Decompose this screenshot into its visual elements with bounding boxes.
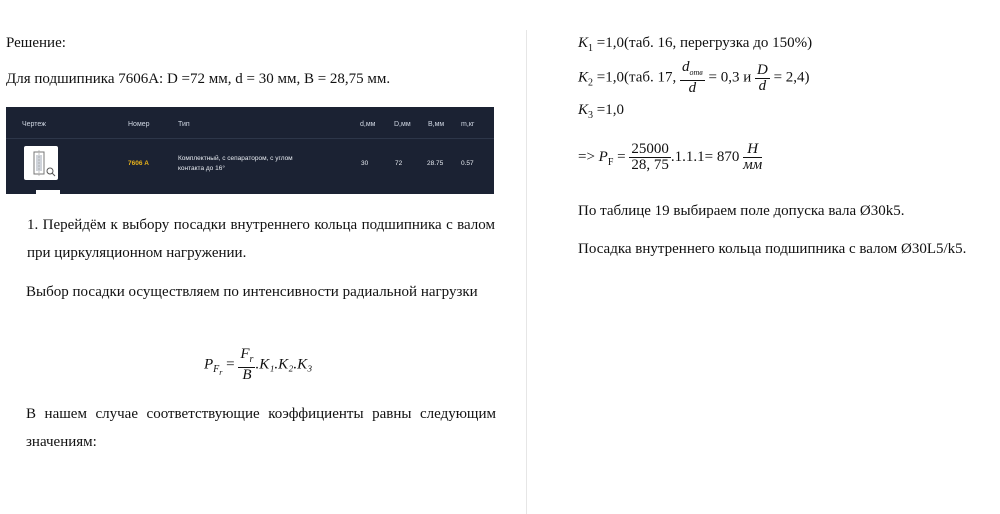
- result-line: => $P_F$ = $\frac{25000}{28, 75}$ .1.1.1= 870 $\frac{Н}{мм}$: [578, 141, 763, 173]
- table-header-D: D,мм: [394, 121, 411, 128]
- table-header-m: m,кг: [461, 121, 475, 128]
- k2-fraction-D-d: $\frac{D}{d}$: [757, 61, 768, 94]
- load-formula: $P_{F_r}$ = $\frac{F_r}{B}$ .K₁.K₂.K₃: [204, 346, 313, 383]
- row-number: 7606 А: [128, 160, 149, 167]
- row-B: 28.75: [427, 160, 444, 167]
- tolerance-text: По таблице 19 выбираем поле допуска вала Ø30k5.: [578, 203, 905, 219]
- k2-fraction-d-otv: $\frac{d_{отв}}{d}$: [682, 59, 703, 96]
- row-m: 0.57: [461, 160, 474, 167]
- k2-line: $K_2 =1,0(таб$. 17, $\frac{d_{отв}}{d}$ = 0,3 и $\frac{D}{d}$ = 2,4): [578, 59, 810, 96]
- bearing-drawing-thumbnail[interactable]: [24, 146, 58, 180]
- k1-line: $K_1 =1,0(таб$. 16, перегрузка до 150%): [578, 35, 813, 54]
- result-fraction: $\frac{25000}{28, 75}$: [631, 141, 669, 173]
- table-header-number: Номер: [128, 121, 150, 128]
- bearing-table: [6, 107, 494, 194]
- fit-text: Посадка внутреннего кольца подшипника с валом Ø30L5/k5.: [578, 241, 967, 257]
- selection-paragraph: Выбор посадки осуществляем по интенсивности радиальной нагрузки: [26, 284, 478, 300]
- table-separator: [6, 138, 494, 139]
- coefficients-paragraph: В нашем случае соответствующие коэффициенты равны следующим значениям:: [26, 406, 496, 450]
- row-type-line1: Комплектный, с сепаратором, с углом: [178, 155, 293, 162]
- row-type-line2: контакта до 16°: [178, 165, 225, 172]
- table-header-d: d,мм: [360, 121, 376, 128]
- result-unit-fraction: $\frac{Н}{мм}$: [743, 141, 763, 173]
- bearing-params: Для подшипника 7606А: D =72 мм, d = 30 мм, B = 28,75 мм.: [6, 71, 391, 87]
- k3-line: $K_3 =1,0$: [578, 102, 624, 121]
- list-item-number: 1.: [27, 217, 39, 233]
- list-item-1: [27, 211, 495, 267]
- formula-fraction: $\frac{F_r}{B}$: [240, 346, 254, 383]
- row-D: 72: [395, 160, 403, 167]
- row-d: 30: [361, 160, 369, 167]
- list-item-text: Перейдём к выбору посадки внутреннего кольца подшипника с валом при циркуляционном нагружении.: [27, 217, 496, 261]
- table-header-type: Тип: [178, 121, 190, 128]
- column-divider: [526, 30, 527, 514]
- solution-label: Решение:: [6, 35, 66, 51]
- table-header-B: B,мм: [428, 121, 445, 128]
- next-thumbnail-edge: [36, 190, 60, 194]
- table-header-drawing: Чертеж: [22, 121, 46, 128]
